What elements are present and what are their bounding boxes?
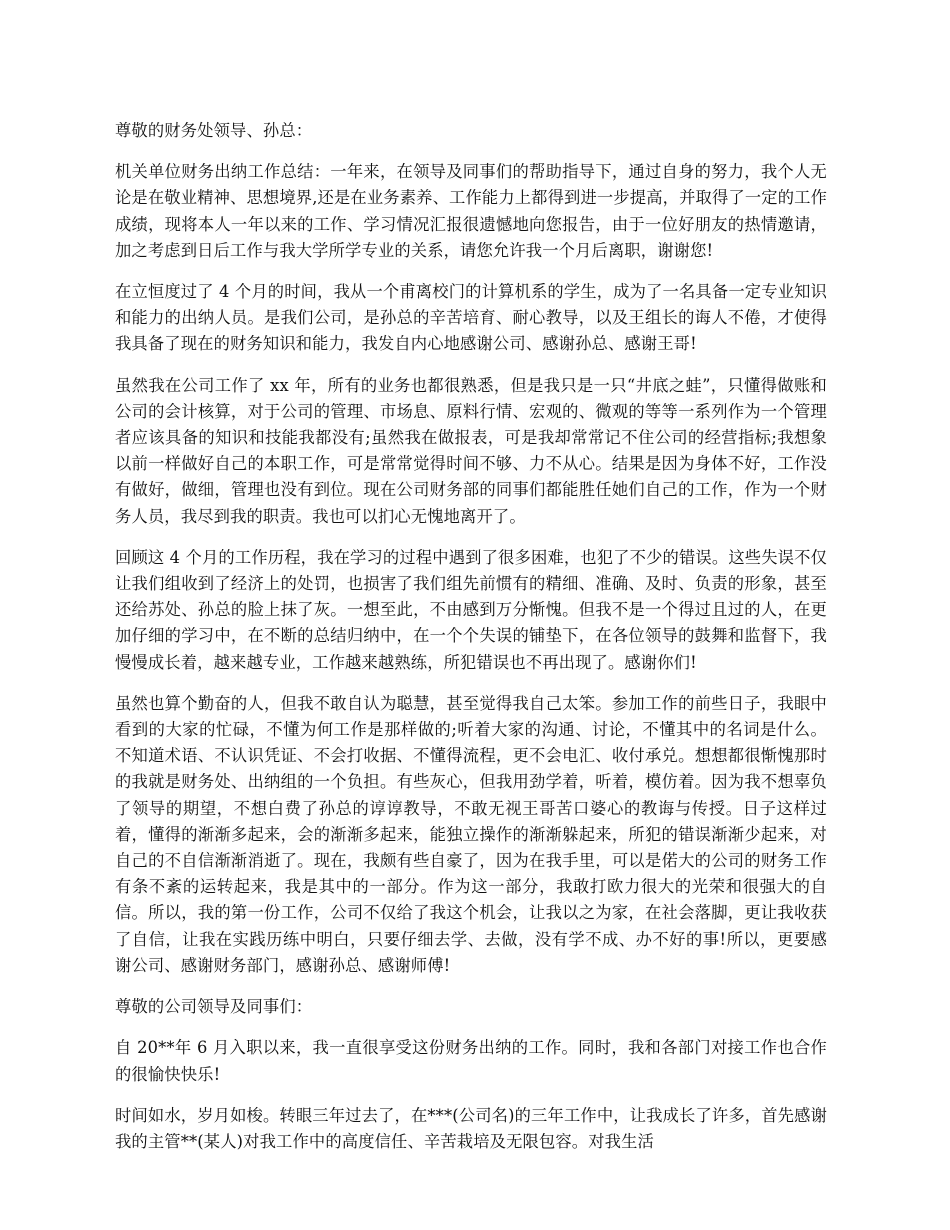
body-paragraph: 虽然也算个勤奋的人，但我不敢自认为聪慧，甚至觉得我自己太笨。参加工作的前些日子，我眼中看到的大家的忙碌，不懂为何工作是那样做的;听着大家的沟通、讨论，不懂其中的名词是什么。不知道术语、不认识凭证、不会打收据、不懂得流程，更不会电汇、收付承兑。想想都很惭愧那时的我就是财务处、出纳组的一个负担。有些灰心，但我用劲学着，听着，模仿着。因为我不想辜负了领导的期望，不想白费了孙总的谆谆教导，不敢无视王哥苦口婆心的教诲与传授。日子这样过着，懂得的渐渐多起来，会的渐渐多起来，能独立操作的渐渐躲起来，所犯的错误渐渐少起来，对自己的不自信渐渐消逝了。现在，我颇有些自豪了，因为在我手里，可以是偌大的公司的财务工作有条不紊的运转起来，我是其中的一部分。作为这一部分，我敢打欧力很大的光荣和很强大的自信。所以，我的第一份工作，公司不仅给了我这个机会，让我以之为家，在社会落脚，更让我收获了自信，让我在实践历练中明白，只要仔细去学、去做，没有学不成、办不好的事!所以，更要感谢公司、感谢财务部门，感谢孙总、感谢师傅! <box>115 693 827 975</box>
body-paragraph: 自 20**年 6 月入职以来，我一直很享受这份财务出纳的工作。同时，我和各部门对接工作也合作的很愉快快乐! <box>115 1038 827 1084</box>
body-paragraph: 虽然我在公司工作了 xx 年，所有的业务也都很熟悉，但是我只是一只“井底之蛙”，只懂得做账和公司的会计核算，对于公司的管理、市场息、原料行情、宏观的、微观的等等一系列作为一个管理者应该具备的知识和技能我都没有;虽然我在做报表，可是我却常常记不住公司的经营指标;我想象以前一样做好自己的本职工作，可是常常觉得时间不够、力不从心。结果是因为身体不好，工作没有做好，做细，管理也没有到位。现在公司财务部的同事们都能胜任她们自己的工作，作为一个财务人员，我尽到我的职责。我也可以扪心无愧地离开了。 <box>115 375 827 526</box>
body-paragraph: 时间如水，岁月如梭。转眼三年过去了，在***(公司名)的三年工作中，让我成长了许多，首先感谢我的主管**(某人)对我工作中的高度信任、辛苦栽培及无限包容。对我生活 <box>115 1105 827 1151</box>
salutation-paragraph: 尊敬的财务处领导、孙总： <box>115 121 313 140</box>
body-paragraph: 机关单位财务出纳工作总结：一年来，在领导及同事们的帮助指导下，通过自身的努力，我个人无论是在敬业精神、思想境界,还是在业务素养、工作能力上都得到进一步提高，并取得了一定的工作成绩，现将本人一年以来的工作、学习情况汇报很遗憾地向您报告，由于一位好朋友的热情邀请，加之考虑到日后工作与我大学所学专业的关系，请您允许我一个月后离职，谢谢您! <box>115 162 827 260</box>
salutation-paragraph: 尊敬的公司领导及同事们： <box>115 997 313 1017</box>
document-body <box>115 118 827 1170</box>
body-paragraph: 回顾这 4 个月的工作历程，我在学习的过程中遇到了很多困难，也犯了不少的错误。这些失误不仅让我们组收到了经济上的处罚，也损害了我们组先前惯有的精细、准确、及时、负责的形象，甚至还给苏处、孙总的脸上抹了灰。一想至此，不由感到万分惭愧。但我不是一个得过且过的人，在更加仔细的学习中，在不断的总结归纳中，在一个个失误的铺垫下，在各位领导的鼓舞和监督下，我慢慢成长着，越来越专业，工作越来越熟练，所犯错误也不再出现了。感谢你们! <box>115 547 827 672</box>
body-paragraph: 在立恒度过了 4 个月的时间，我从一个甫离校门的计算机系的学生，成为了一名具备一定专业知识和能力的出纳人员。是我们公司，是孙总的辛苦培育、耐心教导，以及王组长的诲人不倦，才使得我具备了现在的财务知识和能力，我发自内心地感谢公司、感谢孙总、感谢王哥! <box>115 282 827 354</box>
